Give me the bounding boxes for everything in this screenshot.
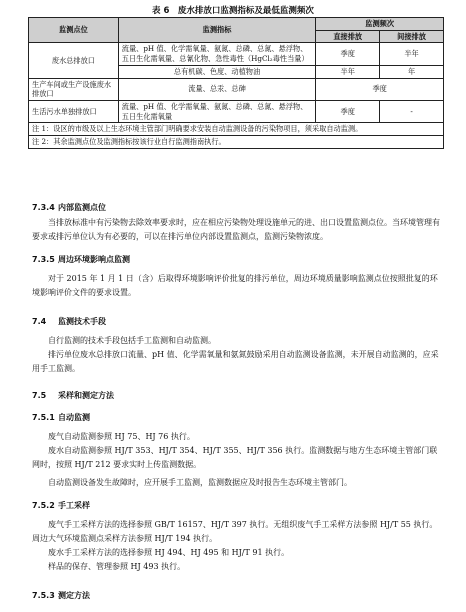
cell-indirect: 半年 [380,43,444,65]
table-note-2: 注 2：其余监测点位及监测指标按该行业自行监测指南执行。 [29,136,444,149]
section-heading [32,412,90,423]
table-caption: 表 6 废水排放口监测指标及最低监测频次 [152,6,314,16]
cell-indicator: 流量、pH 值、化学需氧量、氨氮、总磷、总氮、悬浮物、五日生化需氧量 [118,101,316,123]
cell-point: 废水总排放口 [29,43,119,78]
cell-indicator: 流量、总汞、总砷 [118,78,316,100]
cell-point: 生产车间或生产设施废水排放口 [29,78,119,100]
section-number: 7.5.2 [32,501,55,510]
cell-indicator: 总有机碳、色度、动植物油 [118,65,316,78]
section-title: 周边环境影响点监测 [58,255,130,264]
table-header-row [29,18,444,31]
table-row [29,101,444,123]
section-number: 7.5.1 [32,413,55,422]
section-number: 7.3.4 [32,203,55,212]
section-heading [32,390,114,401]
section-heading [32,590,90,601]
cell-direct: 季度 [316,43,380,65]
section-title: 内部监测点位 [58,203,106,212]
section-title: 测定方法 [58,591,90,600]
paragraph: 自动监测设备发生故障时，应开展手工监测，监测数据应及时报告生态环境主管部门。 [48,478,352,487]
paragraph: 排污单位废水总排放口流量、pH 值、化学需氧量和氨氮鼓励采用自动监测设备监测，未开展自动监测的，应采用手工监测。 [32,350,439,373]
paragraph: 当排放标准中有污染物去除效率要求时，应在相应污染物处理设施单元的进、出口设置监测点位。当环境管理有要求或排污单位认为有必要的，可以在排污单位内部设置监测点，监测污染物浓度。 [32,218,440,241]
monitoring-frequency-table [28,17,444,149]
header-direct: 直接排放 [316,30,380,43]
cell-direct: 半年 [316,65,380,78]
section-heading [32,202,106,213]
paragraph: 废气自动监测参照 HJ 75、HJ 76 执行。 [48,432,195,441]
section-heading [32,500,90,511]
section-number: 7.5.3 [32,591,55,600]
paragraph: 废气手工采样方法的选择参照 GB/T 16157、HJ/T 397 执行。无组织废气手工采样方法参照 HJ/T 55 执行。周边大气环境监测点采样方法参照 HJ/T 194 执行。 [32,520,438,543]
table-note-1: 注 1：设区的市级及以上生态环境主管部门明确要求安装自动监测设备的污染物项目，须采取自动监测。 [29,123,444,136]
section-number: 7.4 [32,317,47,326]
header-indirect: 间接排放 [380,30,444,43]
table-note-row [29,136,444,149]
section-title: 手工采样 [58,501,90,510]
table-row [29,78,444,100]
table-row [29,43,444,65]
cell-frequency: 季度 [316,78,444,100]
cell-point: 生活污水单独排放口 [29,101,119,123]
paragraph: 废水手工采样方法的选择参照 HJ 494、HJ 495 和 HJ/T 91 执行。 [48,548,290,557]
cell-indirect: - [380,101,444,123]
cell-indicator: 流量、pH 值、化学需氧量、氨氮、总磷、总氮、悬浮物、五日生化需氧量、总氰化物、急性毒性（HgCl₂毒性当量） [118,43,316,65]
header-frequency: 监测频次 [316,18,444,31]
paragraph: 废水自动监测参照 HJ/T 353、HJ/T 354、HJ/T 355、HJ/T 356 执行。监测数据与地方生态环境主管部门联网时，按照 HJ/T 212 要求实时上传监测数据。 [32,446,438,469]
cell-indirect: 年 [380,65,444,78]
section-title: 自动监测 [58,413,90,422]
paragraph: 对于 2015 年 1 月 1 日（含）后取得环境影响评价批复的排污单位，周边环境质量影响监测点位按照批复的环境影响评价文件的要求设置。 [32,274,438,297]
section-number: 7.3.5 [32,255,55,264]
section-number: 7.5 [32,391,47,400]
table-note-row [29,123,444,136]
section-title: 监测技术手段 [58,317,106,326]
paragraph: 样品的保存、管理参照 HJ 493 执行。 [48,562,186,571]
section-heading [32,316,106,327]
header-indicator: 监测指标 [118,18,316,43]
section-title: 采样和测定方法 [58,391,114,400]
cell-direct: 季度 [316,101,380,123]
header-point: 监测点位 [29,18,119,43]
paragraph: 自行监测的技术手段包括手工监测和自动监测。 [48,336,216,345]
section-heading [32,254,130,265]
